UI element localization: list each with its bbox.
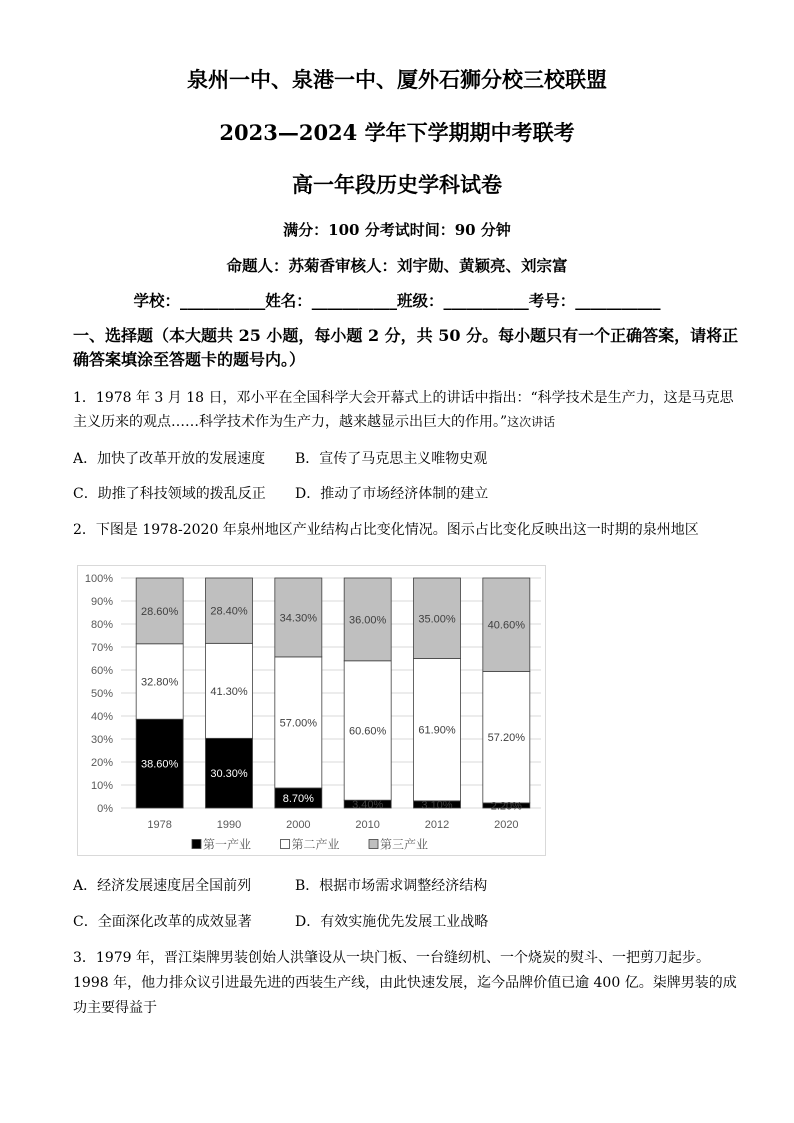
y-tick-label: 90% — [90, 596, 113, 608]
bar-data-label: 41.30% — [210, 685, 248, 698]
y-tick-label: 60% — [90, 665, 113, 677]
x-category-label: 1978 — [147, 819, 172, 831]
bar-data-label: 30.30% — [210, 768, 248, 781]
y-tick-label: 50% — [90, 688, 113, 700]
bar-data-label: 57.20% — [487, 732, 525, 745]
y-tick-label: 0% — [97, 803, 113, 815]
bar-data-label: 8.70% — [282, 792, 314, 805]
question-2-option-c: C．全面深化改革的成效显著 — [73, 914, 252, 930]
bar-data-label: 35.00% — [418, 613, 456, 626]
legend-label: 第二产业 — [291, 837, 340, 852]
bar-data-label: 3.10% — [421, 799, 453, 812]
bar-data-label: 28.60% — [141, 605, 179, 618]
question-1-stem-text: 主义历来的观点……科学技术作为生产力，越来越显示出巨大的作用。” — [73, 414, 508, 430]
x-category-label: 2000 — [286, 819, 311, 831]
legend-marker — [369, 840, 378, 849]
question-2-option-d: D．有效实施优先发展工业战略 — [295, 914, 489, 930]
legend-label: 第三产业 — [380, 837, 429, 852]
section-heading-line: 确答案填涂至答题卡的题号内。） — [73, 350, 306, 369]
x-category-label: 2012 — [424, 819, 450, 831]
school-alliance-title: 泉州一中、泉港一中、厦外石狮分校三校联盟 — [187, 68, 607, 92]
legend-label: 第一产业 — [203, 837, 252, 852]
x-category-label: 2020 — [494, 819, 519, 831]
bar-data-label: 32.80% — [141, 676, 179, 689]
question-1-stem: 1．1978 年 3 月 18 日，邓小平在全国科学大会开幕式上的讲话中指出：“科学技术是生产力，这是马克思 — [73, 390, 734, 406]
y-tick-label: 100% — [84, 573, 113, 585]
exam-term-title: 2023—2024 学年下学期期中考联考 — [219, 121, 575, 145]
bar-data-label: 60.60% — [349, 725, 387, 738]
bar-data-label: 3.40% — [352, 799, 384, 812]
bar-data-label: 34.30% — [279, 612, 317, 625]
question-1-option-c: C．助推了科技领域的拨乱反正 — [73, 486, 266, 502]
question-1-option-a: A．加快了改革开放的发展速度 — [73, 451, 266, 467]
bar-data-label: 61.90% — [418, 724, 456, 737]
y-tick-label: 70% — [90, 642, 113, 654]
question-2-option-a: A．经济发展速度居全国前列 — [73, 878, 252, 894]
bar-data-label: 40.60% — [487, 619, 525, 632]
question-1-stem-tail: 这次讲话 — [507, 415, 556, 429]
score-time-info: 满分：100 分考试时间：90 分钟 — [283, 221, 511, 239]
question-3-stem: 3．1979 年，晋江柒牌男装创始人洪肇设从一块门板、一台缝纫机、一个烧炭的熨斗、一把剪刀起步。 — [73, 950, 710, 966]
y-tick-label: 20% — [90, 757, 113, 769]
bar-data-label: 57.00% — [279, 717, 317, 730]
bar-data-label: 38.60% — [141, 758, 179, 771]
question-3-stem: 功主要得益于 — [73, 1000, 157, 1016]
y-tick-label: 40% — [90, 711, 113, 723]
section-heading-line: 一、选择题（本大题共 25 小题，每小题 2 分，共 50 分。每小题只有一个正确答案，请将正 — [73, 326, 739, 345]
y-tick-label: 80% — [90, 619, 113, 631]
x-category-label: 1990 — [216, 819, 242, 831]
x-category-label: 2010 — [355, 819, 380, 831]
legend-marker — [281, 840, 290, 849]
question-1-option-d: D．推动了市场经济体制的建立 — [295, 486, 489, 502]
bar-data-label: 36.00% — [349, 614, 387, 627]
bar-data-label: 28.40% — [210, 605, 248, 618]
authors-info: 命题人：苏菊香审核人：刘宇勋、黄颖亮、刘宗富 — [226, 256, 568, 275]
question-2-stem: 2．下图是 1978-2020 年泉州地区产业结构占比变化情况。图示占比变化反映出这一时期的泉州地区 — [73, 522, 699, 538]
question-1-stem — [73, 410, 743, 434]
question-1-option-b: B．宣传了马克思主义唯物史观 — [295, 451, 488, 467]
y-tick-label: 10% — [90, 780, 113, 792]
question-3-stem: 1998 年，他力排众议引进最先进的西装生产线，由此快速发展，迄今品牌价值已逾 400 亿。柒牌男装的成 — [73, 975, 737, 991]
legend-marker — [192, 840, 201, 849]
exam-subject-title: 高一年段历史学科试卷 — [292, 173, 502, 197]
bar-data-label: 2.20% — [490, 800, 522, 813]
industry-structure-chart — [77, 565, 546, 856]
student-info-fields: 学校：___________姓名：___________班级：___________考号：___________ — [133, 291, 661, 310]
y-tick-label: 30% — [90, 734, 113, 746]
question-2-option-b: B．根据市场需求调整经济结构 — [295, 878, 488, 894]
